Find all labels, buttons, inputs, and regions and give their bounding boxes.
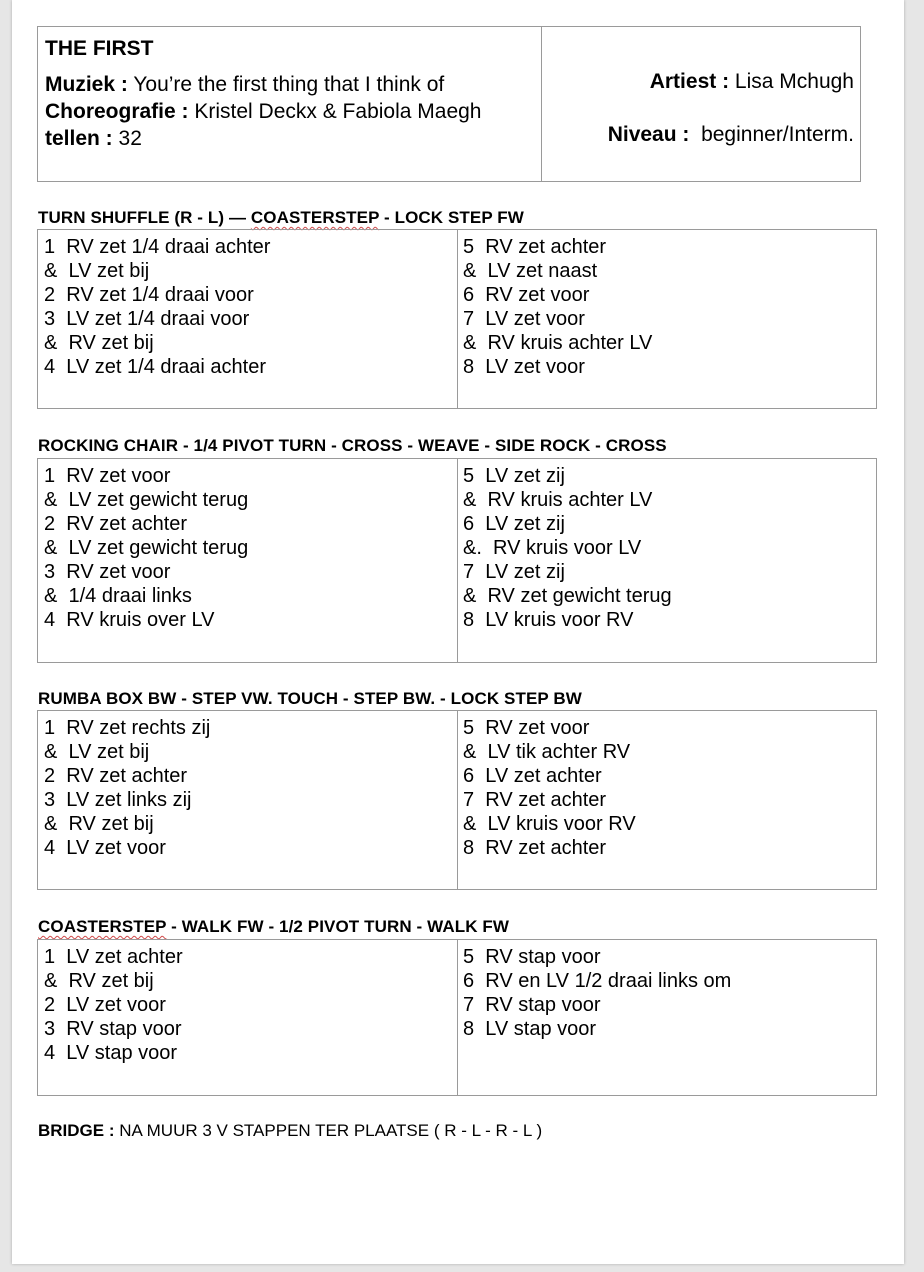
steps-divider xyxy=(457,940,458,1095)
step-row xyxy=(44,283,270,307)
step-description: RV zet 1/4 draai achter xyxy=(66,236,271,258)
step-count: 5 xyxy=(463,946,475,968)
choreografie-line xyxy=(45,98,481,125)
step-row xyxy=(463,283,652,307)
step-count: 8 xyxy=(463,356,475,378)
step-count: 8 xyxy=(463,837,475,859)
step-description: LV zet naast xyxy=(487,260,598,282)
tellen-line xyxy=(45,125,142,152)
step-row xyxy=(463,235,652,259)
step-row xyxy=(463,1017,731,1041)
step-row xyxy=(44,584,248,608)
step-row xyxy=(44,488,248,512)
step-description: LV zet achter xyxy=(66,946,183,968)
step-description: LV zet voor xyxy=(66,994,166,1016)
step-row xyxy=(44,235,270,259)
header-box xyxy=(37,26,861,182)
step-description: LV kruis voor RV xyxy=(485,609,634,631)
step-row xyxy=(44,764,210,788)
step-count: & xyxy=(463,741,477,763)
step-count: 1 xyxy=(44,946,56,968)
section-1-title xyxy=(38,208,524,228)
step-description: RV stap voor xyxy=(485,946,601,968)
choreografie-label: Choreografie : xyxy=(45,100,189,123)
step-count: & xyxy=(463,585,477,607)
step-row xyxy=(463,259,652,283)
step-row xyxy=(463,764,636,788)
step-count: 6 xyxy=(463,513,475,535)
step-description: RV stap voor xyxy=(66,1018,182,1040)
step-count: 1 xyxy=(44,717,56,739)
steps-left-column xyxy=(44,464,248,632)
step-count: 2 xyxy=(44,765,56,787)
step-row xyxy=(463,331,652,355)
step-count: 7 xyxy=(463,561,475,583)
steps-right-column xyxy=(463,716,636,860)
step-description: LV zet zij xyxy=(485,465,565,487)
step-description: LV zet achter xyxy=(485,765,602,787)
step-row xyxy=(463,560,672,584)
step-row xyxy=(44,812,210,836)
step-description: LV zet zij xyxy=(485,513,565,535)
step-row xyxy=(463,355,652,379)
step-row xyxy=(44,969,183,993)
step-count: 5 xyxy=(463,465,475,487)
step-row xyxy=(44,259,270,283)
step-row xyxy=(44,1041,183,1065)
step-description: RV zet achter xyxy=(485,789,607,811)
step-row xyxy=(44,464,248,488)
step-row xyxy=(44,355,270,379)
steps-right-column xyxy=(463,464,672,632)
step-description: RV stap voor xyxy=(485,994,601,1016)
step-row xyxy=(44,1017,183,1041)
bridge-line xyxy=(38,1121,542,1141)
step-row xyxy=(463,584,672,608)
tellen-value: 32 xyxy=(118,127,142,150)
step-description: RV kruis achter LV xyxy=(487,332,653,354)
niveau-value: beginner/Interm. xyxy=(701,123,854,146)
step-count: 3 xyxy=(44,308,56,330)
niveau-line xyxy=(608,121,854,148)
step-description: RV zet achter xyxy=(66,513,188,535)
step-count: 4 xyxy=(44,356,56,378)
niveau-label: Niveau : xyxy=(607,123,690,146)
step-description: LV zet voor xyxy=(66,837,166,859)
step-row xyxy=(463,488,672,512)
step-row xyxy=(463,740,636,764)
step-description: LV zet zij xyxy=(485,561,565,583)
step-row xyxy=(463,307,652,331)
step-row xyxy=(44,740,210,764)
muziek-line xyxy=(45,71,444,98)
step-row xyxy=(44,716,210,740)
artiest-line xyxy=(650,68,854,95)
step-description: LV zet 1/4 draai voor xyxy=(66,308,250,330)
step-description: LV stap voor xyxy=(66,1042,178,1064)
step-count: &. xyxy=(463,537,482,559)
step-description: RV zet voor xyxy=(485,717,590,739)
step-row xyxy=(44,536,248,560)
section-1-title-a: TURN SHUFFLE (R - L) — xyxy=(38,208,251,227)
header-divider xyxy=(541,27,542,181)
section-4-title-coasterstep: COASTERSTEP xyxy=(38,917,167,936)
step-description: RV zet voor xyxy=(66,561,171,583)
step-description: LV stap voor xyxy=(485,1018,597,1040)
step-count: 2 xyxy=(44,994,56,1016)
step-row xyxy=(44,512,248,536)
step-count: 2 xyxy=(44,513,56,535)
artiest-value: Lisa Mchugh xyxy=(734,70,854,93)
step-description: LV zet 1/4 draai achter xyxy=(66,356,266,378)
step-count: 7 xyxy=(463,308,475,330)
step-row xyxy=(44,307,270,331)
step-count: 3 xyxy=(44,1018,56,1040)
steps-divider xyxy=(457,230,458,408)
step-count: & xyxy=(44,970,58,992)
section-4-title-c: - WALK FW - 1/2 PIVOT TURN - WALK FW xyxy=(166,917,510,936)
step-count: 1 xyxy=(44,236,56,258)
step-row xyxy=(44,560,248,584)
step-row xyxy=(463,969,731,993)
step-description: RV kruis voor LV xyxy=(493,537,642,559)
steps-divider xyxy=(457,459,458,662)
section-3-title-a: RUMBA BOX BW - STEP VW. TOUCH - STEP BW. - LOCK STEP BW xyxy=(38,689,582,708)
step-row xyxy=(463,716,636,740)
muziek-label: Muziek : xyxy=(45,73,128,96)
step-row xyxy=(44,788,210,812)
step-count: 4 xyxy=(44,1042,56,1064)
step-count: & xyxy=(463,332,477,354)
step-row xyxy=(463,464,672,488)
step-row xyxy=(463,608,672,632)
step-count: & xyxy=(44,260,58,282)
steps-right-column xyxy=(463,945,731,1041)
step-count: 7 xyxy=(463,789,475,811)
step-count: & xyxy=(44,332,58,354)
step-description: RV zet bij xyxy=(68,332,154,354)
bridge-label: BRIDGE : xyxy=(38,1121,115,1140)
section-1-steps xyxy=(37,229,877,409)
bridge-text: NA MUUR 3 V STAPPEN TER PLAATSE ( R - L - R - L ) xyxy=(119,1121,543,1140)
step-row xyxy=(463,788,636,812)
step-count: 6 xyxy=(463,765,475,787)
step-count: 2 xyxy=(44,284,56,306)
step-description: LV zet bij xyxy=(68,741,150,763)
step-description: RV zet bij xyxy=(68,970,154,992)
step-row xyxy=(463,945,731,969)
step-description: 1/4 draai links xyxy=(68,585,192,607)
step-description: RV zet 1/4 draai voor xyxy=(66,284,254,306)
step-description: LV tik achter RV xyxy=(487,741,631,763)
step-row xyxy=(44,331,270,355)
step-row xyxy=(44,993,183,1017)
steps-right-column xyxy=(463,235,652,379)
step-description: LV zet bij xyxy=(68,260,150,282)
step-description: RV zet achter xyxy=(66,765,188,787)
section-2-title xyxy=(38,436,667,456)
step-description: LV zet gewicht terug xyxy=(68,537,249,559)
step-count: 3 xyxy=(44,789,56,811)
step-count: 6 xyxy=(463,284,475,306)
step-description: LV kruis voor RV xyxy=(487,813,636,835)
step-description: RV kruis achter LV xyxy=(487,489,653,511)
section-1-title-coasterstep: COASTERSTEP xyxy=(250,208,380,227)
steps-divider xyxy=(457,711,458,889)
step-description: LV zet voor xyxy=(485,356,585,378)
section-2-title-a: ROCKING CHAIR - 1/4 PIVOT TURN - CROSS - WEAVE - SIDE ROCK - CROSS xyxy=(38,436,667,455)
section-2-steps xyxy=(37,458,877,663)
choreografie-value: Kristel Deckx & Fabiola Maegh xyxy=(194,100,482,123)
dance-title: THE FIRST xyxy=(45,37,154,60)
steps-left-column xyxy=(44,235,270,379)
step-row xyxy=(44,836,210,860)
step-count: & xyxy=(44,585,58,607)
step-row xyxy=(463,993,731,1017)
step-count: 6 xyxy=(463,970,475,992)
step-count: 3 xyxy=(44,561,56,583)
tellen-label: tellen : xyxy=(45,127,113,150)
step-row xyxy=(44,608,248,632)
step-description: RV zet achter xyxy=(485,236,607,258)
step-description: RV en LV 1/2 draai links om xyxy=(485,970,732,992)
step-count: 7 xyxy=(463,994,475,1016)
step-description: RV zet gewicht terug xyxy=(487,585,672,607)
step-description: RV zet voor xyxy=(485,284,590,306)
step-count: 8 xyxy=(463,609,475,631)
section-3-title xyxy=(38,689,582,709)
step-count: & xyxy=(44,813,58,835)
steps-left-column xyxy=(44,716,210,860)
step-description: RV zet voor xyxy=(66,465,171,487)
section-4-steps xyxy=(37,939,877,1096)
step-description: LV zet voor xyxy=(485,308,585,330)
section-4-title xyxy=(38,917,509,937)
step-row xyxy=(463,536,672,560)
step-count: 4 xyxy=(44,837,56,859)
step-description: LV zet links zij xyxy=(66,789,192,811)
step-row xyxy=(463,512,672,536)
step-count: 8 xyxy=(463,1018,475,1040)
section-1-title-c: - LOCK STEP FW xyxy=(379,208,524,227)
step-row xyxy=(463,812,636,836)
step-count: 5 xyxy=(463,236,475,258)
steps-left-column xyxy=(44,945,183,1065)
step-row xyxy=(463,836,636,860)
step-count: & xyxy=(44,537,58,559)
step-description: RV zet achter xyxy=(485,837,607,859)
muziek-value: You’re the first thing that I think of xyxy=(133,73,445,96)
section-3-steps xyxy=(37,710,877,890)
step-description: RV kruis over LV xyxy=(66,609,215,631)
step-count: & xyxy=(44,741,58,763)
step-row xyxy=(44,945,183,969)
step-count: 5 xyxy=(463,717,475,739)
step-description: RV zet rechts zij xyxy=(66,717,211,739)
step-count: 1 xyxy=(44,465,56,487)
step-description: RV zet bij xyxy=(68,813,154,835)
step-count: & xyxy=(44,489,58,511)
step-count: & xyxy=(463,489,477,511)
step-count: 4 xyxy=(44,609,56,631)
step-count: & xyxy=(463,813,477,835)
step-count: & xyxy=(463,260,477,282)
step-description: LV zet gewicht terug xyxy=(68,489,249,511)
artiest-label: Artiest : xyxy=(649,70,730,93)
